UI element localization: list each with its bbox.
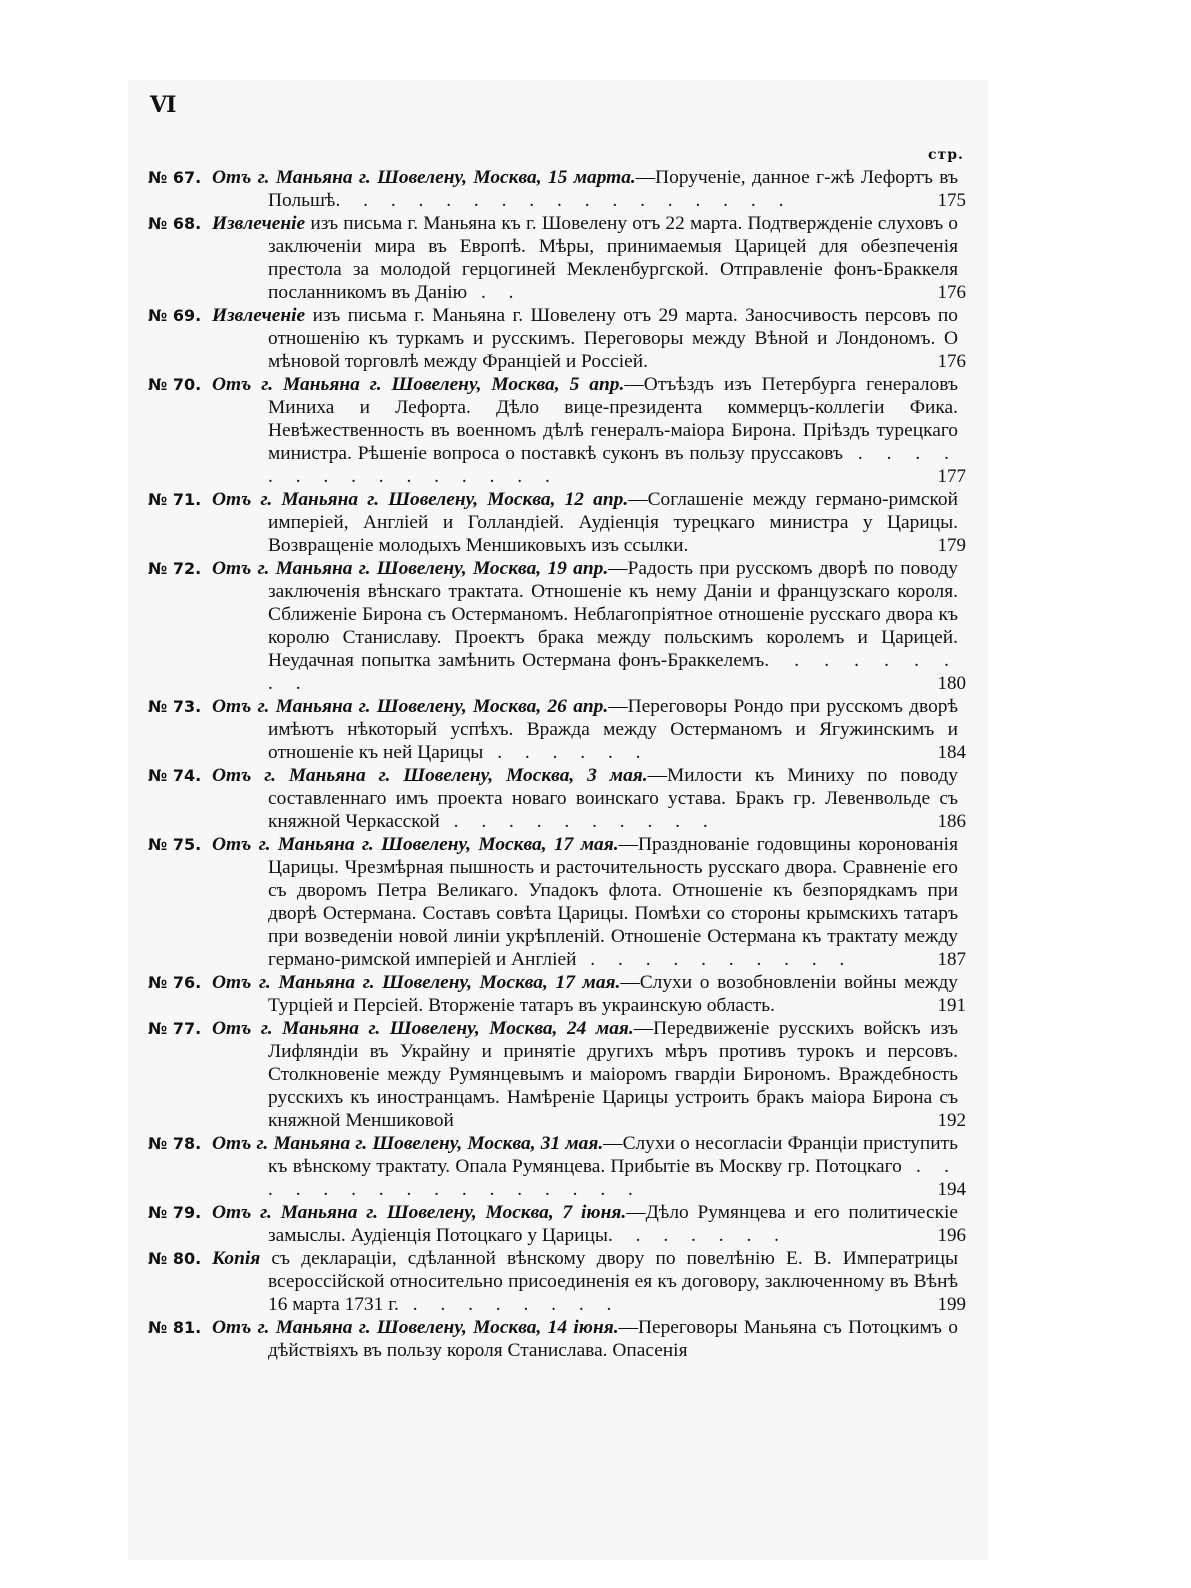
entry-text (212, 557, 958, 695)
entry-lead: Отъ г. Маньяна г. Шовелену, Москва, 26 апр. (212, 696, 609, 717)
entry-page-number: 176 (937, 351, 966, 372)
entry-description: —Отъѣздъ изъ Петербурга генераловъ Миниха и Лефорта. Дѣло вице-президента коммерцъ-коллегіи Фика. Невѣжественность въ военномъ дѣлѣ генералъ-маіора Бирона. Пріѣздъ турецкаго министра. Рѣшеніе вопроса о поставкѣ суконъ въ пользу пруссаковъ (268, 374, 958, 464)
leader-dots: . (643, 351, 657, 372)
entry-lead: Отъ г. Маньяна г. Шовелену, Москва, 12 апр. (212, 489, 629, 510)
entry-page-number: 194 (937, 1179, 966, 1200)
entry-text (212, 1247, 958, 1316)
entry-page-number: 177 (937, 466, 966, 487)
entry-lead: Отъ г. Маньяна г. Шовелену, Москва, 19 апр. (212, 558, 609, 579)
entry-description: —Переговоры Маньяна съ Потоцкимъ о дѣйствіяхъ въ пользу короля Станислава. Опасенія (268, 1317, 958, 1361)
entry-description: —Дѣло Румянцева и его политическіе замыслы. Аудіенція Потоцкаго у Царицы (268, 1202, 959, 1246)
entry-description: —Переговоры Рондо при русскомъ дворѣ имѣютъ нѣкоторый успѣхъ. Вражда между Остерманомъ и Ягужинскимъ и отношеніе къ ней Царицы (268, 696, 958, 763)
entry-text (212, 166, 958, 212)
leader-dots: . . . . . . . . . . . . . . . . . (335, 190, 793, 211)
entry-number: № 74. (148, 766, 202, 785)
entry-description: —Порученіе, данное г-жѣ Лефортъ въ Польшѣ (268, 167, 959, 211)
leader-dots: . . . . . . . . . . (576, 949, 854, 970)
entry-number: № 75. (148, 835, 202, 854)
entry-text (212, 1017, 958, 1132)
entry-number: № 80. (148, 1249, 202, 1268)
entry-text (212, 373, 958, 488)
entry-number: № 71. (148, 490, 202, 509)
entry-page-number: 187 (937, 949, 966, 970)
table-of-contents (148, 166, 966, 1362)
entry-text (212, 833, 958, 971)
toc-entry (148, 1132, 966, 1201)
entry-lead: Отъ г. Маньяна г. Шовелену, Москва, 14 іюня. (212, 1317, 619, 1338)
entry-text (212, 1201, 958, 1247)
entry-description: —Радость при русскомъ дворѣ по поводу заключенія вѣнскаго трактата. Отношеніе къ нему Даніи и французскаго короля. Сближеніе Бирона съ Остерманомъ. Неблагопріятное отношеніе русскаго двора къ королю Станиславу. Проектъ брака между польскимъ королемъ и Царицей. Неудачная попытка замѣнить Остермана фонъ-Браккелемъ (268, 558, 958, 671)
entry-lead: Отъ г. Маньяна г. Шовелену, Москва, 24 мая. (212, 1018, 634, 1039)
toc-entry (148, 833, 966, 971)
toc-entry (148, 373, 966, 488)
entry-number: № 67. (148, 168, 202, 187)
entry-description: изъ письма г. Маньяна къ г. Шовелену отъ 22 марта. Подтвержденіе слуховъ о заключеніи мира въ Европѣ. Мѣры, принимаемыя Царицей для обезпеченія престола за молодой герцогиней Мекленбургской. Отправленіе фонъ-Браккеля посланникомъ въ Данію (268, 213, 958, 303)
entry-lead: Отъ г. Маньяна г. Шовелену, Москва, 3 мая. (212, 765, 648, 786)
entry-number: № 73. (148, 697, 202, 716)
entry-description: —Передвиженіе русскихъ войскъ изъ Лифляндіи въ Украйну и принятіе другихъ мѣръ противъ турокъ и персовъ. Столкновеніе между Румянцевымъ и маіоромъ гвардіи Бирономъ. Враждебность русскихъ къ иностранцамъ. Намѣреніе Царицы устроить бракъ маіора Бирона съ княжной Меншиковой (268, 1018, 958, 1131)
entry-page-number: 179 (937, 535, 966, 556)
toc-entry (148, 557, 966, 695)
entry-page-number: 196 (937, 1225, 966, 1246)
entry-page-number: 176 (937, 282, 966, 303)
toc-entry (148, 1201, 966, 1247)
entry-page-number: 199 (937, 1294, 966, 1315)
entry-page-number: 191 (937, 995, 966, 1016)
entry-text (212, 488, 958, 557)
entry-number: № 78. (148, 1134, 202, 1153)
entry-number: № 72. (148, 559, 202, 578)
entry-page-number: 186 (937, 811, 966, 832)
leader-dots: . . . . . . . . . . (439, 811, 717, 832)
entry-description: —Слухи о несогласіи Франціи приступить къ вѣнскому трактату. Опала Румянцева. Прибытіе въ Москву гр. Потоцкаго (268, 1133, 958, 1177)
entry-page-number: 184 (937, 742, 966, 763)
leader-dots: . . . . . . . . . . . . . . . (268, 443, 959, 487)
entry-page-number: 192 (937, 1110, 966, 1131)
entry-description: —Соглашеніе между германо-римской имперіей, Англіей и Голландіей. Аудіенція турецкаго министра у Царицы. Возвращеніе молодыхъ Меншиковыхъ изъ ссылки. (268, 489, 958, 556)
entry-lead: Извлеченіе (212, 213, 306, 234)
page-column-header: стр. (928, 147, 964, 163)
toc-entry (148, 1316, 966, 1362)
entry-lead: Извлеченіе (212, 305, 306, 326)
toc-entry (148, 1247, 966, 1316)
toc-entry (148, 488, 966, 557)
entry-lead: Отъ г. Маньяна г. Шовелену, Москва, 31 мая. (212, 1133, 604, 1154)
entry-description: —Празднованіе годовщины коронованія Царицы. Чрезмѣрная пышность и расточительность русскаго двора. Сравненіе его съ дворомъ Петра Великаго. Упадокъ флота. Отношеніе къ безпорядкамъ при дворѣ Остермана. Составъ совѣта Царицы. Помѣхи со стороны крымскихъ татаръ при возведеніи новой линіи укрѣпленій. Отношеніе Остермана къ трактату между германо-римской имперіей и Англіей (268, 834, 958, 970)
leader-dots: . . . . . . . . . (268, 650, 958, 694)
entry-lead: Отъ г. Маньяна г. Шовелену, Москва, 17 мая. (212, 972, 621, 993)
entry-number: № 77. (148, 1019, 202, 1038)
entry-text (212, 764, 958, 833)
entry-page-number: 175 (937, 190, 966, 211)
leader-dots: . . . . . . . . (398, 1294, 621, 1315)
entry-number: № 81. (148, 1318, 202, 1337)
toc-entry (148, 764, 966, 833)
entry-number: № 69. (148, 306, 202, 325)
entry-page-number: 180 (937, 673, 966, 694)
entry-text (212, 304, 958, 373)
entry-lead: Отъ г. Маньяна г. Шовелену, Москва, 7 іюня. (212, 1202, 627, 1223)
entry-description: —Милости къ Миниху по поводу составленнаго имъ проекта новаго воинскаго устава. Бракъ гр. Левенвольде съ княжной Черкасской (268, 765, 958, 832)
toc-entry (148, 695, 966, 764)
entry-text (212, 1132, 958, 1201)
entry-number: № 79. (148, 1203, 202, 1222)
leader-dots: . . (467, 282, 523, 303)
toc-entry (148, 304, 966, 373)
entry-number: № 68. (148, 214, 202, 233)
entry-lead: Копія (212, 1248, 261, 1269)
entry-description: съ декларацiи, сдѣланной вѣнскому двору по повелѣнію Е. В. Императрицы всероссійской относительно присоединенія ея къ договору, заключенному въ Вѣнѣ 16 марта 1731 г. (260, 1248, 958, 1315)
entry-lead: Отъ г. Маньяна г. Шовелену, Москва, 15 марта. (212, 167, 636, 188)
toc-entry (148, 212, 966, 304)
leader-dots: . . . . . . . . . . . . . . . . (268, 1156, 958, 1200)
toc-entry (148, 1017, 966, 1132)
entry-number: № 76. (148, 973, 202, 992)
entry-text (212, 212, 958, 304)
leader-dots: . . . . . . (483, 742, 650, 763)
entry-text (212, 971, 958, 1017)
entry-description: —Слухи о возобновленіи войны между Турціей и Персіей. Вторженіе татаръ въ украинскую область. (268, 972, 958, 1016)
toc-entry (148, 971, 966, 1017)
leader-dots: . . . . . . . (607, 1225, 788, 1246)
entry-description: изъ письма г. Маньяна г. Шовелену отъ 29 марта. Заносчивость персовъ по отношенію къ туркамъ и русскимъ. Переговоры между Вѣной и Лондономъ. О мѣновой торговлѣ между Франціей и Россіей (268, 305, 958, 372)
toc-entry (148, 166, 966, 212)
entry-lead: Отъ г. Маньяна г. Шовелену, Москва, 5 апр. (212, 374, 625, 395)
page-number-roman: VI (150, 92, 176, 118)
entry-number: № 70. (148, 375, 202, 394)
entry-text (212, 695, 958, 764)
entry-lead: Отъ г. Маньяна г. Шовелену, Москва, 17 мая. (212, 834, 619, 855)
entry-text (212, 1316, 958, 1362)
